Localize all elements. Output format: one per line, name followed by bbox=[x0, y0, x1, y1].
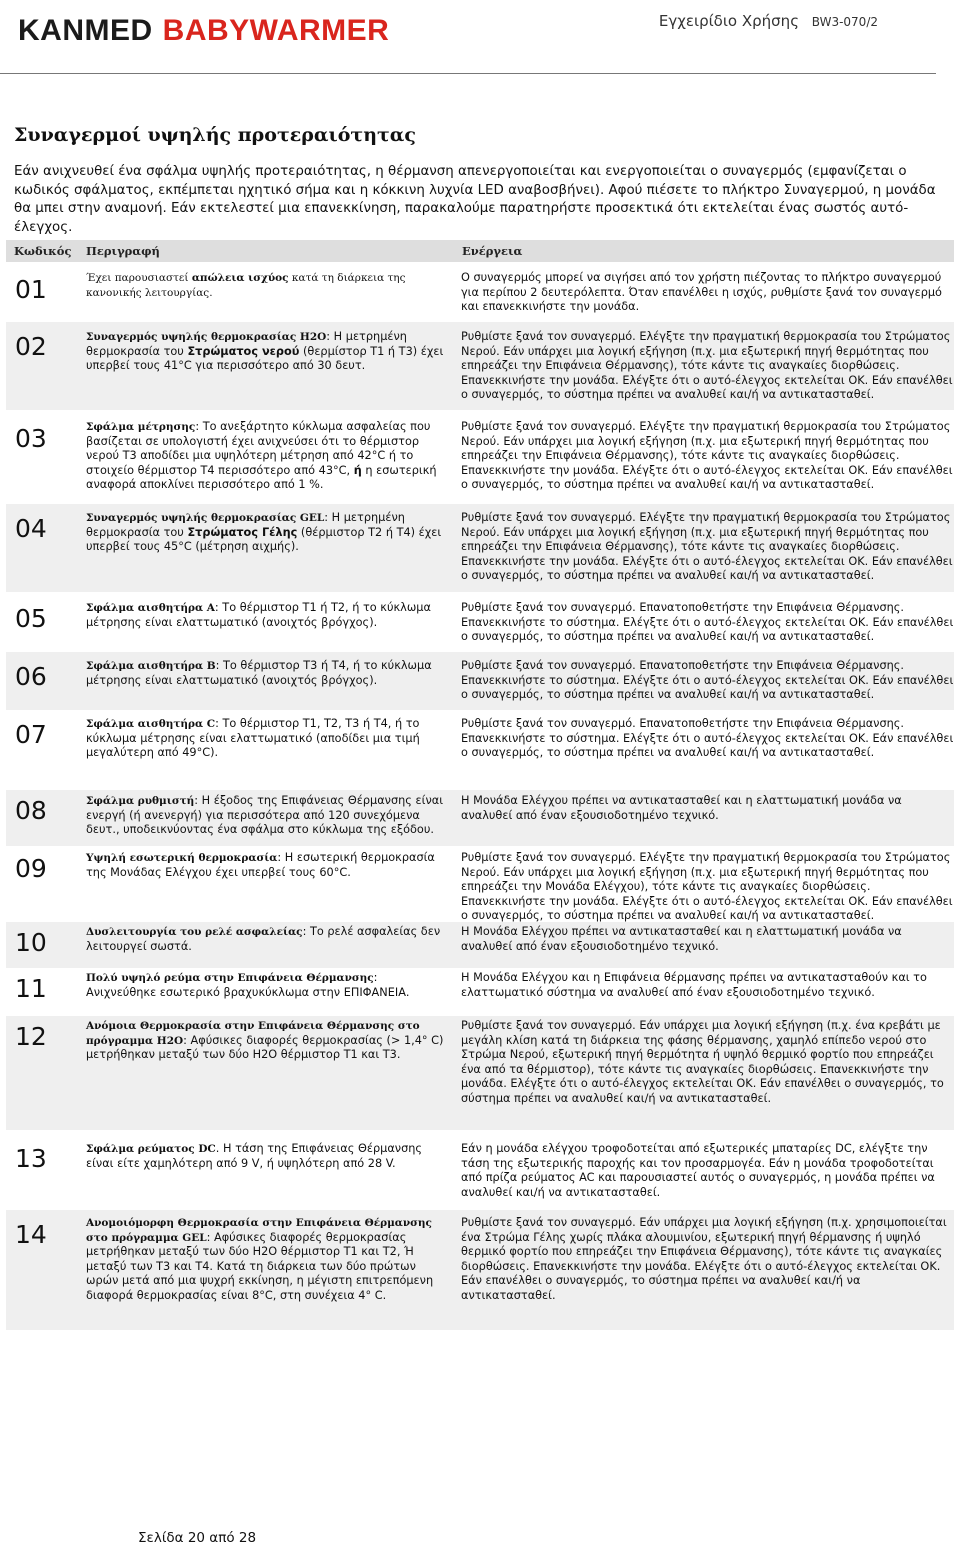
alarm-code: 04 bbox=[15, 514, 47, 543]
alarm-description: Σφάλμα ρεύματος DC. Η τάση της Επιφάνειας Θέρμανσης είναι είτε χαμηλότερη από 9 V, ή υψηλότερη από 28 V. bbox=[86, 1142, 423, 1170]
alarm-description: Σφάλμα ρυθμιστή: Η έξοδος της Επιφάνειας Θέρμανσης είναι ενεργή (ή ανενεργή) για περισσότερα από 120 συνεχόμενα δευτ., υποδεικνύοντας ένα σφάλμα στο κύκλωμα της εξόδου. bbox=[86, 794, 444, 836]
alarm-description: Ανομοιόμορφη Θερμοκρασία στην Επιφάνεια Θέρμανσης στο πρόγραμμα GEL: Αφύσικες διαφορές θερμοκρασίας μετρήθηκαν μεταξύ των δύο H2O θέρμιστορ T1 και T2, Ή μεταξύ των T3 και T4. Κατά τη διάρκεια των δύο πρώτων ωρών μετά από μια ψυχρή εκκίνηση, η μέγιστη επιτρεπόμενη διαφορά θερμοκρασίας είναι 8°C, στη συνέχεια 4° C. bbox=[86, 1217, 434, 1302]
alarm-action: Η Μονάδα Ελέγχου πρέπει να αντικατασταθεί και η ελαττωματική μονάδα να αναλυθεί από έναν εξουσιοδοτημένο τεχνικό. bbox=[461, 794, 902, 822]
alarm-action: Η Μονάδα Ελέγχου και η Επιφάνεια θέρμανσης πρέπει να αντικατασταθούν και το ελαττωματικό σύστημα να αναλυθεί από έναν εξουσιοδοτημένο τεχνικό. bbox=[461, 971, 927, 999]
alarm-action: Ρυθμίστε ξανά τον συναγερμό. Επανατοποθετήστε την Επιφάνεια Θέρμανσης. Επανεκκινήστε το σύστημα. Ελέγξτε ότι ο αυτό-έλεγχος εκτελείται ΟΚ. Εάν επανέλθει ο συναγερμός, το σύστημα πρέπει να αναλυθεί και/ή να αντικατασταθεί. bbox=[461, 601, 954, 643]
alarm-action: Εάν η μονάδα ελέγχου τροφοδοτείται από εξωτερικές μπαταρίες DC, ελέγξτε την τάση της εξωτερικής παροχής και τον προσαρμογέα. Εάν η μονάδα τροφοδοτείται από πρίζα ρεύματος AC και παρουσιαστεί αυτός ο συναγερμός, η μονάδα πρέπει να αναλυθεί και/ή να αντικατασταθεί. bbox=[461, 1142, 935, 1199]
col-header-description: Περιγραφή bbox=[86, 244, 160, 258]
alarm-code: 03 bbox=[15, 424, 47, 453]
alarm-code: 08 bbox=[15, 796, 47, 825]
alarm-action: Ρυθμίστε ξανά τον συναγερμό. Ελέγξτε την πραγματική θερμοκρασία του Στρώματος Νερού. Εάν υπάρχει μια λογική εξήγηση (π.χ. μια εξωτερική πηγή θερμότητας που επηρεάζει την Μονάδα Ελέγχου), τότε κάντε τις αναγκαίες διορθώσεις. Επανεκκινήστε την μονάδα. Ελέγξτε ότι ο αυτό-έλεγχος εκτελείται ΟΚ. Εάν επανέλθει ο συναγερμός, το σύστημα πρέπει να αναλυθεί και/ή να αντικατασταθεί. bbox=[461, 851, 953, 922]
table-row bbox=[6, 412, 954, 504]
alarm-description: Συναγερμός υψηλής θερμοκρασίας H2O: Η μετρημένη θερμοκρασία του Στρώματος νερού (θερμίστορ T1 ή T3) έχει υπερβεί τους 41°C για περισσότερο από 30 δευτ. bbox=[86, 330, 444, 372]
alarm-description: Δυσλειτουργία του ρελέ ασφαλείας: Το ρελέ ασφαλείας δεν λειτουργεί σωστά. bbox=[86, 925, 441, 953]
table-row bbox=[6, 265, 954, 322]
alarm-description: Σφάλμα αισθητήρα A: Το θέρμιστορ T1 ή T2, ή το κύκλωμα μέτρησης είναι ελαττωματικό (ανοιχτός βρόγχος). bbox=[86, 601, 431, 629]
table-header bbox=[6, 240, 954, 262]
alarm-description: Συναγερμός υψηλής θερμοκρασίας GEL: Η μετρημένη θερμοκρασία του Στρώματος Γέλης (θέρμιστορ T2 ή T4) έχει υπερβεί τους 45°C (μέτρηση αιχμής). bbox=[86, 511, 442, 553]
alarm-description: Ανόμοια Θερμοκρασία στην Επιφάνεια Θέρμανσης στο πρόγραμμα H2O: Αφύσικες διαφορές θερμοκρασίας (> 1,4° C) μετρήθηκαν μεταξύ των δύο H2O θέρμιστορ T1 και T3. bbox=[86, 1020, 444, 1061]
alarm-code: 07 bbox=[15, 720, 47, 749]
section-intro: Εάν ανιχνευθεί ένα σφάλμα υψηλής προτεραιότητας, η θέρμανση απενεργοποιείται και ενεργοποιείται ο συναγερμός (εμφανίζεται ο κωδικός σφάλματος, εκπέμπεται ηχητικό σήμα και η κόκκινη λυχνία LED αναβοσβήνει). Αφού πιέσετε το πλήκτρο Συναγερμού, η μονάδα θα μπει στην αναμονή. Εάν εκτελεστεί μια επανεκκίνηση, παρακαλούμε παρατηρήστε προσεκτικά ότι εκτελείται ένας σωστός αυτό-έλεγχος. bbox=[14, 164, 936, 235]
alarm-action: Ρυθμίστε ξανά τον συναγερμό. Εάν υπάρχει μια λογική εξήγηση (π.χ. ένα κρεβάτι με μεγάλη κλίση κατά τη διάρκεια της φάσης θέρμανσης, χαμηλό επίπεδο νερού στο Στρώμα Νερού, εξωτερική πηγή θερμότητα ή υψηλό θερμικό φορτίο που επηρεάζει ένα από τα θέρμιστορ), τότε κάντε τις αναγκαίες διορθώσεις. Επανεκκινήστε την μονάδα. Ελέγξτε ότι ο αυτό-έλεγχος εκτελείται ΟΚ. Εάν επανέλθει ο συναγερμός, το σύστημα πρέπει να αναλυθεί και/ή να αντικατασταθεί. bbox=[461, 1019, 944, 1105]
alarm-code: 14 bbox=[15, 1220, 47, 1249]
page-number: Σελίδα 20 από 28 bbox=[138, 1530, 257, 1546]
doc-code: BW3-070/2 bbox=[811, 15, 878, 29]
section-title: Συναγερμοί υψηλής προτεραιότητας bbox=[14, 124, 416, 146]
alarm-description: Σφάλμα αισθητήρα B: Το θέρμιστορ T3 ή T4, ή το κύκλωμα μέτρησης είναι ελαττωματικό (ανοιχτός βρόγχος). bbox=[86, 659, 432, 687]
doc-title: Εγχειρίδιο Χρήσης bbox=[658, 12, 799, 30]
header-divider bbox=[0, 73, 936, 74]
alarm-description: Έχει παρουσιαστεί απώλεια ισχύος κατά τη διάρκεια της κανονικής λειτουργίας. bbox=[86, 272, 406, 299]
doc-header-info bbox=[659, 12, 878, 30]
brand-kanmed: KANMED bbox=[18, 14, 153, 47]
alarm-action: Ρυθμίστε ξανά τον συναγερμό. Ελέγξτε την πραγματική θερμοκρασία του Στρώματος Νερού. Εάν υπάρχει μια λογική εξήγηση (π.χ. μια εξωτερική πηγή θερμότητας που επηρεάζει την Επιφάνεια Θέρμανσης), τότε κάντε τις αναγκαίες διορθώσεις. Επανεκκινήστε την μονάδα. Ελέγξτε ότι ο αυτό-έλεγχος εκτελείται ΟΚ. Εάν επανέλθει ο συναγερμός, το σύστημα πρέπει να αναλυθεί και/ή να αντικατασταθεί. bbox=[461, 330, 953, 401]
alarm-code: 05 bbox=[15, 604, 47, 633]
table-row bbox=[6, 848, 954, 922]
alarm-code: 10 bbox=[15, 928, 47, 957]
page-header bbox=[0, 0, 960, 80]
col-header-code: Κωδικός bbox=[14, 244, 72, 258]
table-row bbox=[6, 322, 954, 410]
table-row bbox=[6, 710, 954, 790]
alarm-description: Υψηλή εσωτερική θερμοκρασία: Η εσωτερική θερμοκρασία της Μονάδας Ελέγχου έχει υπερβεί τους 60°C. bbox=[86, 851, 435, 879]
alarm-code: 12 bbox=[15, 1022, 47, 1051]
brand-babywarmer: BABYWARMER bbox=[162, 14, 390, 47]
alarm-action: Ρυθμίστε ξανά τον συναγερμό. Ελέγξτε την πραγματική θερμοκρασία του Στρώματος Νερού. Εάν υπάρχει μια λογική εξήγηση (π.χ. μια εξωτερική πηγή θερμότητας που επηρεάζει την Επιφάνεια Θέρμανσης), τότε κάντε τις αναγκαίες διορθώσεις. Επανεκκινήστε την μονάδα. Ελέγξτε ότι ο αυτό-έλεγχος εκτελείται ΟΚ. Εάν επανέλθει ο συναγερμός, το σύστημα πρέπει να αναλυθεί και/ή να αντικατασταθεί. bbox=[461, 420, 953, 491]
alarm-description: Σφάλμα αισθητήρα C: Το θέρμιστορ T1, T2, T3 ή T4, ή το κύκλωμα μέτρησης είναι ελαττωματικό (αποδίδει μια τιμή μεγαλύτερη από 49°C). bbox=[86, 717, 420, 759]
table-row bbox=[6, 652, 954, 710]
alarm-code: 02 bbox=[15, 332, 47, 361]
alarm-code: 11 bbox=[15, 974, 47, 1003]
alarm-action: Η Μονάδα Ελέγχου πρέπει να αντικατασταθεί και η ελαττωματική μονάδα να αναλυθεί από έναν εξουσιοδοτημένο τεχνικό. bbox=[461, 925, 902, 953]
table-row bbox=[6, 504, 954, 592]
alarm-description: Πολύ υψηλό ρεύμα στην Επιφάνεια Θέρμανσης: Ανιχνεύθηκε εσωτερικό βραχυκύκλωμα στην ΕΠΙΦΑΝΕΙΑ. bbox=[86, 971, 410, 999]
alarm-action: Ο συναγερμός μπορεί να σιγήσει από τον χρήστη πιέζοντας το πλήκτρο συναγερμού για περίπου 2 δευτερόλεπτα. Όταν επανέλθει η ισχύς, ρυθμίστε ξανά τον συναγερμό και επανεκκινήστε την μονάδα. bbox=[461, 271, 942, 313]
alarm-code: 06 bbox=[15, 662, 47, 691]
alarm-code: 13 bbox=[15, 1144, 47, 1173]
alarm-description: Σφάλμα μέτρησης: Το ανεξάρτητο κύκλωμα ασφαλείας που βασίζεται σε υπολογιστή έχει ανιχνεύσει ότι το θέρμιστορ νερού T3 αποδίδει μια υψηλότερη μέτρηση από 42°C ή το στοιχείο θέρμιστορ T4 περισσότερο από 43°C, ή η εσωτερική αναφορά αποκλίνει περισσότερο από 1 %. bbox=[86, 420, 437, 491]
col-header-action: Ενέργεια bbox=[462, 244, 523, 258]
table-row bbox=[6, 968, 954, 1016]
table-row bbox=[6, 1136, 954, 1210]
table-row bbox=[6, 1016, 954, 1130]
alarm-code: 09 bbox=[15, 854, 47, 883]
alarm-action: Ρυθμίστε ξανά τον συναγερμό. Ελέγξτε την πραγματική θερμοκρασία του Στρώματος Νερού. Εάν υπάρχει μια λογική εξήγηση (π.χ. μια εξωτερική πηγή θερμότητας που επηρεάζει την Επιφάνεια Θέρμανσης), τότε κάντε τις αναγκαίες διορθώσεις. Επανεκκινήστε την μονάδα. Ελέγξτε ότι ο αυτό-έλεγχος εκτελείται ΟΚ. Εάν επανέλθει ο συναγερμός, το σύστημα πρέπει να αναλυθεί και/ή να αντικατασταθεί. bbox=[461, 511, 953, 582]
alarm-action: Ρυθμίστε ξανά τον συναγερμό. Επανατοποθετήστε την Επιφάνεια Θέρμανσης. Επανεκκινήστε το σύστημα. Ελέγξτε ότι ο αυτό-έλεγχος εκτελείται ΟΚ. Εάν επανέλθει ο συναγερμός, το σύστημα πρέπει να αναλυθεί και/ή να αντικατασταθεί. bbox=[461, 659, 954, 701]
table-row bbox=[6, 922, 954, 968]
table-row bbox=[6, 1210, 954, 1330]
table-row bbox=[6, 790, 954, 846]
alarm-action: Ρυθμίστε ξανά τον συναγερμό. Εάν υπάρχει μια λογική εξήγηση (π.χ. χρησιμοποιείται ένα Στρώμα Γέλης χωρίς πλάκα αλουμινίου, εξωτερική πηγή θέρμανσης ή υψηλό θερμικό φορτίο που επηρεάζει την Επιφάνεια Θέρμανσης), τότε κάντε τις αναγκαίες διορθώσεις. Επανεκκινήστε την μονάδα. Ελέγξτε ότι ο αυτό-έλεγχος εκτελείται ΟΚ. Εάν επανέλθει ο συναγερμός, το σύστημα πρέπει να αναλυθεί και/ή να αντικατασταθεί. bbox=[461, 1216, 947, 1302]
kanmed-babywarmer-logo bbox=[18, 14, 389, 48]
table-row bbox=[6, 594, 954, 652]
alarm-code: 01 bbox=[15, 275, 47, 304]
alarm-action: Ρυθμίστε ξανά τον συναγερμό. Επανατοποθετήστε την Επιφάνεια Θέρμανσης. Επανεκκινήστε το σύστημα. Ελέγξτε ότι ο αυτό-έλεγχος εκτελείται ΟΚ. Εάν επανέλθει ο συναγερμός, το σύστημα πρέπει να αναλυθεί και/ή να αντικατασταθεί. bbox=[461, 717, 954, 759]
